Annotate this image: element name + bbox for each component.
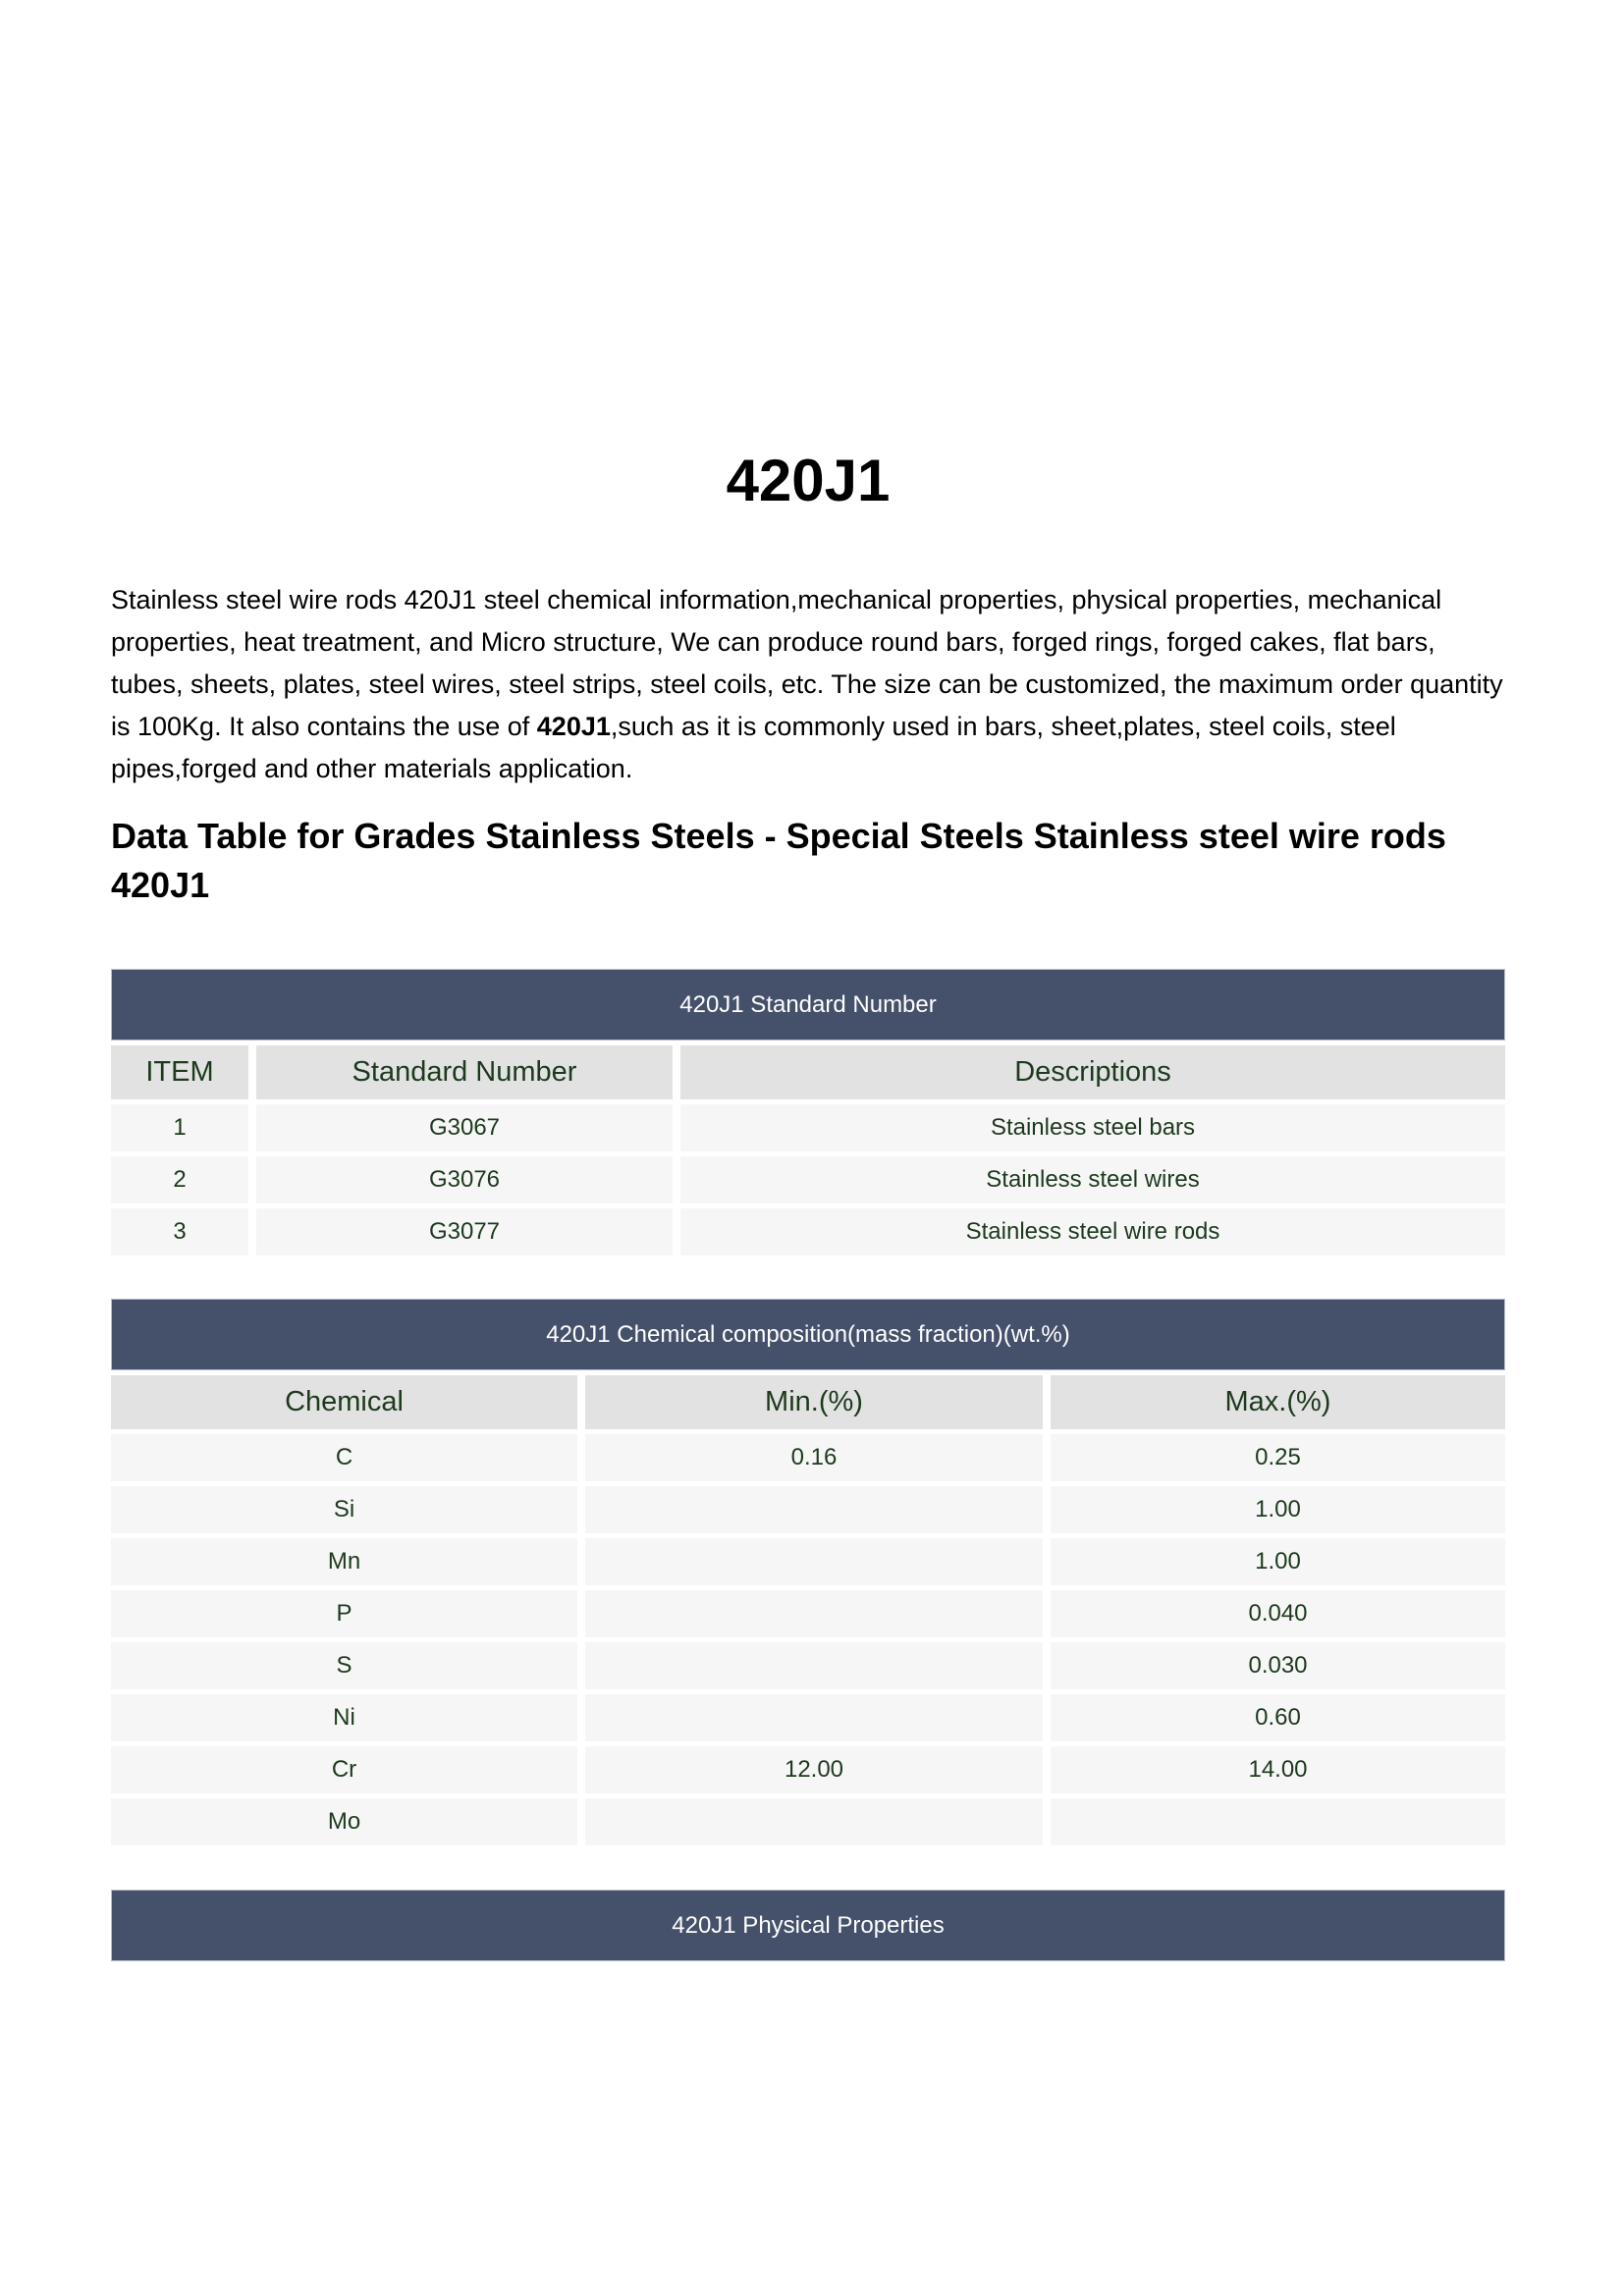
content-area [111, 448, 1505, 1961]
section-heading: Data Table for Grades Stainless Steels - Special Steels Stainless steel wire rods 420J1 [111, 816, 1446, 905]
chemical-table-header-cell: Min.(%) [585, 1375, 1043, 1429]
physical-table-title-bar: 420J1 Physical Properties [111, 1890, 1505, 1961]
chemical-table-cell: C [111, 1434, 577, 1481]
chemical-table-cell [585, 1694, 1043, 1741]
chemical-table-cell: Mo [111, 1798, 577, 1845]
chemical-table-cell: 0.60 [1051, 1694, 1505, 1741]
standard-table-header-cell: ITEM [111, 1045, 248, 1099]
intro-text-start: Stainless steel wire rods 420J1 steel chemical information,mechanical properties, physical properties, mechanical properties, heat treatment, and Micro structure, We can produce round bars, forged rings, forged cakes, flat bars, tubes, sheets, plates, steel wires, steel strips, steel coils, etc. The size can be customized, the maximum order quantity is 100Kg. It also contains the use of [111, 585, 1503, 741]
standard-table-cell: G3077 [256, 1208, 673, 1255]
chemical-table-body [111, 1434, 1505, 1845]
chemical-table-cell: 0.25 [1051, 1434, 1505, 1481]
chemical-table-header-row [111, 1375, 1505, 1429]
chemical-table-cell [585, 1798, 1043, 1845]
chemical-composition-table [111, 1299, 1505, 1845]
chemical-table-cell: Cr [111, 1746, 577, 1793]
chemical-table-cell: 1.00 [1051, 1486, 1505, 1533]
chemical-table-cell: Mn [111, 1538, 577, 1585]
chemical-table-cell: P [111, 1590, 577, 1637]
physical-properties-table [111, 1890, 1505, 1961]
chemical-table-cell: S [111, 1642, 577, 1689]
standard-table-cell: Stainless steel bars [680, 1104, 1505, 1151]
chemical-table-cell [585, 1642, 1043, 1689]
chemical-table-cell: 12.00 [585, 1746, 1043, 1793]
standard-table-cell: 2 [111, 1156, 248, 1203]
chemical-table-cell: 0.030 [1051, 1642, 1505, 1689]
standard-table-cell: 3 [111, 1208, 248, 1255]
intro-paragraph [111, 579, 1505, 790]
chemical-table-cell [1051, 1798, 1505, 1845]
standard-table-header-cell: Descriptions [680, 1045, 1505, 1099]
intro-grade-bold: 420J1 [536, 712, 611, 741]
chemical-table-title-bar: 420J1 Chemical composition(mass fraction)(wt.%) [111, 1299, 1505, 1370]
chemical-table-header-cell: Max.(%) [1051, 1375, 1505, 1429]
chemical-table-cell: 0.16 [585, 1434, 1043, 1481]
chemical-table-cell [585, 1538, 1043, 1585]
standard-table-header-row [111, 1045, 1505, 1099]
chemical-table-cell: 1.00 [1051, 1538, 1505, 1585]
standard-table-cell: Stainless steel wire rods [680, 1208, 1505, 1255]
chemical-table-cell: Ni [111, 1694, 577, 1741]
standard-table-title-bar: 420J1 Standard Number [111, 969, 1505, 1041]
page-title: 420J1 [726, 448, 891, 513]
intro-text-end: ,such as it is commonly used in bars, sheet,plates, steel coils, steel pipes,forged and other materials application. [111, 712, 1396, 783]
standard-table-header-cell: Standard Number [256, 1045, 673, 1099]
chemical-table-header-cell: Chemical [111, 1375, 577, 1429]
standard-table-cell: 1 [111, 1104, 248, 1151]
standard-number-table [111, 969, 1505, 1255]
chemical-table-cell: 0.040 [1051, 1590, 1505, 1637]
chemical-table-cell [585, 1486, 1043, 1533]
standard-table-body [111, 1104, 1505, 1255]
standard-table-cell: G3067 [256, 1104, 673, 1151]
chemical-table-cell: 14.00 [1051, 1746, 1505, 1793]
standard-table-cell: Stainless steel wires [680, 1156, 1505, 1203]
chemical-table-cell [585, 1590, 1043, 1637]
standard-table-cell: G3076 [256, 1156, 673, 1203]
chemical-table-cell: Si [111, 1486, 577, 1533]
